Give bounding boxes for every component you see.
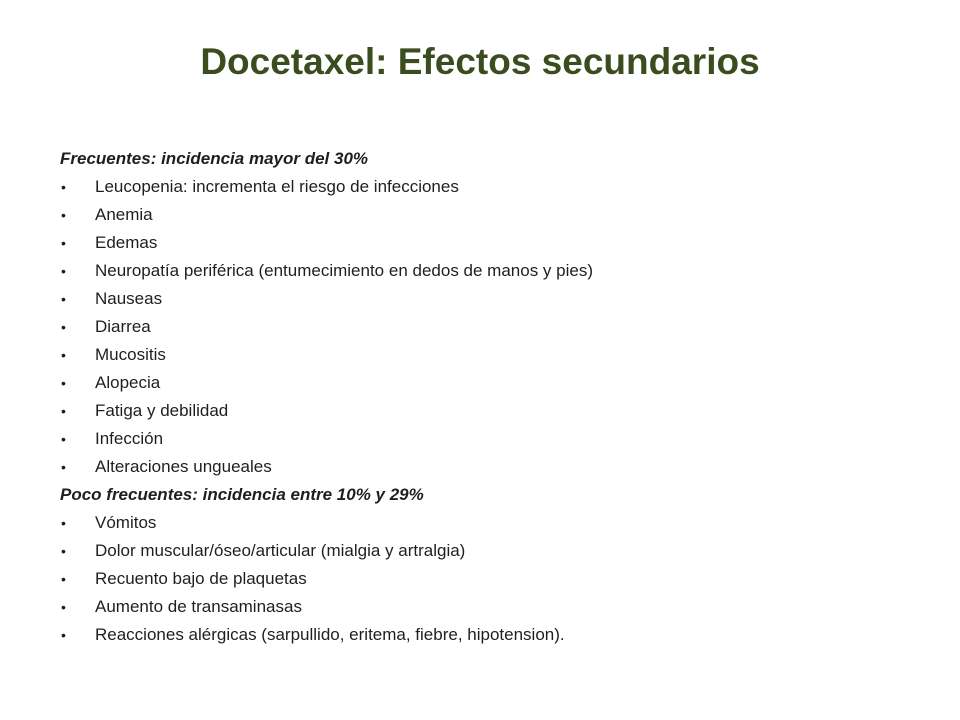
list-item (60, 229, 920, 257)
bullet-icon: • (61, 319, 66, 335)
bullet-icon: • (61, 375, 66, 391)
bullet-icon: • (61, 431, 66, 447)
list-item (60, 453, 920, 481)
list-item (60, 565, 920, 593)
list-item-text: Anemia (95, 205, 153, 224)
list-item-text: Mucositis (95, 345, 166, 364)
list-item (60, 621, 920, 649)
list-item (60, 313, 920, 341)
bullet-icon: • (61, 459, 66, 475)
list-item (60, 509, 920, 537)
bullet-icon: • (61, 543, 66, 559)
list-item-text: Infección (95, 429, 164, 448)
list-item-text: Dolor muscular/óseo/articular (mialgia y artralgia) (95, 541, 466, 560)
bullet-icon: • (61, 347, 66, 363)
list-item-text: Neuropatía periférica (entumecimiento en dedos de manos y pies) (95, 261, 593, 280)
list-item-text: Diarrea (95, 317, 151, 336)
list-item-text: Alteraciones ungueales (95, 457, 272, 476)
list-item-text: Alopecia (95, 373, 161, 392)
list-item (60, 425, 920, 453)
bullet-list-frecuentes (60, 173, 920, 481)
list-item (60, 341, 920, 369)
bullet-icon: • (61, 403, 66, 419)
list-item-text: Edemas (95, 233, 158, 252)
slide-title: Docetaxel: Efectos secundarios (200, 41, 760, 82)
list-item (60, 257, 920, 285)
list-item-text: Fatiga y debilidad (95, 401, 229, 420)
list-item (60, 593, 920, 621)
bullet-icon: • (61, 179, 66, 195)
slide-content (60, 145, 920, 649)
bullet-icon: • (61, 571, 66, 587)
list-item-text: Leucopenia: incrementa el riesgo de infecciones (95, 177, 459, 196)
list-item (60, 397, 920, 425)
list-item-text: Reacciones alérgicas (sarpullido, eritema, fiebre, hipotension). (95, 625, 565, 644)
section-heading-poco-frecuentes: Poco frecuentes: incidencia entre 10% y 29% (60, 485, 424, 504)
list-item-text: Nauseas (95, 289, 163, 308)
list-item-text: Aumento de transaminasas (95, 597, 302, 616)
section-heading-frecuentes: Frecuentes: incidencia mayor del 30% (60, 149, 369, 168)
bullet-icon: • (61, 599, 66, 615)
bullet-icon: • (61, 515, 66, 531)
bullet-icon: • (61, 207, 66, 223)
bullet-icon: • (61, 235, 66, 251)
list-item-text: Vómitos (95, 513, 157, 532)
list-item (60, 369, 920, 397)
list-item (60, 201, 920, 229)
list-item-text: Recuento bajo de plaquetas (95, 569, 307, 588)
list-item (60, 285, 920, 313)
bullet-icon: • (61, 291, 66, 307)
list-item (60, 537, 920, 565)
bullet-list-poco-frecuentes (60, 509, 920, 649)
bullet-icon: • (61, 263, 66, 279)
list-item (60, 173, 920, 201)
bullet-icon: • (61, 627, 66, 643)
